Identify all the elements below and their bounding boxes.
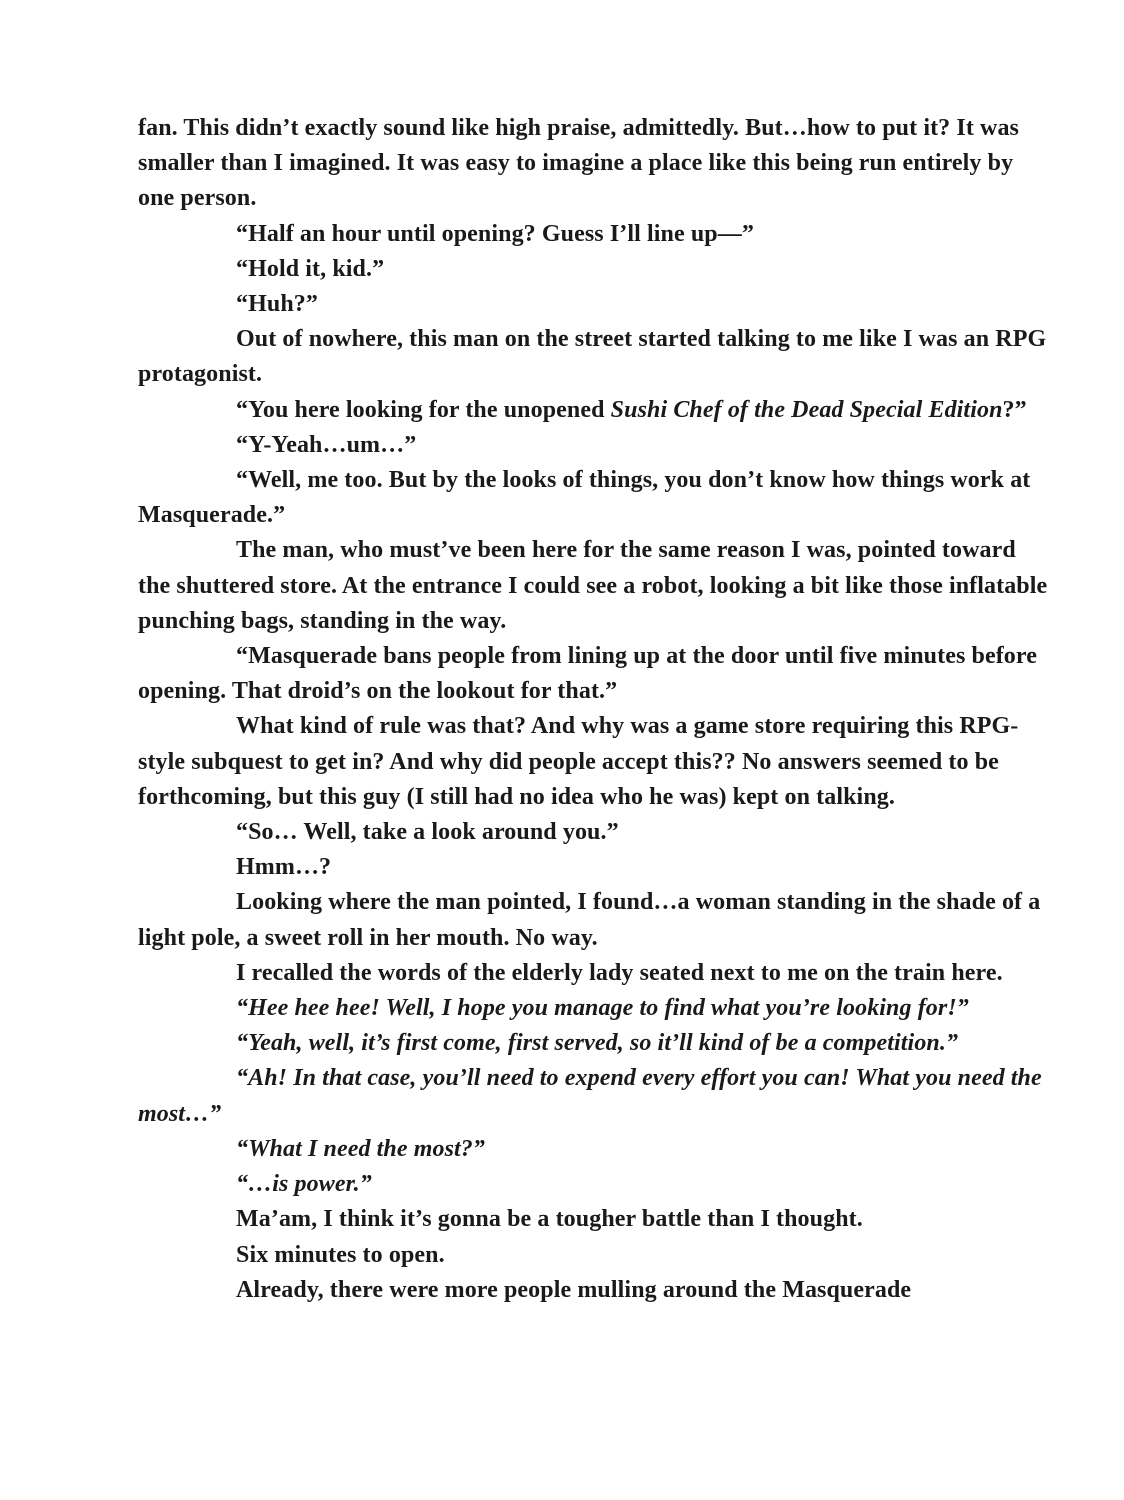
paragraph: [138, 428, 1048, 463]
paragraph: [138, 709, 1048, 815]
paragraph-text: “Hold it, kid.”: [236, 255, 385, 282]
paragraph: [138, 1167, 1048, 1202]
paragraph: [138, 463, 1048, 533]
paragraph: [138, 1026, 1048, 1061]
paragraph-text: “Huh?”: [236, 291, 318, 318]
paragraph: [138, 991, 1048, 1026]
paragraph-text: “Yeah, well, it’s first come, first served, so it’ll kind of be a competition.”: [236, 1030, 959, 1057]
paragraph: [138, 393, 1048, 428]
paragraph: [138, 639, 1048, 709]
paragraph-text: “Ah! In that case, you’ll need to expend every effort you can! What you need the most…”: [138, 1065, 1042, 1127]
paragraph: [138, 1273, 1048, 1308]
paragraph-text: “…is power.”: [236, 1171, 372, 1198]
paragraph-text: “Masquerade bans people from lining up at the door until five minutes before opening. That droid’s on the lookout for that.”: [138, 643, 1037, 705]
paragraph-text: The man, who must’ve been here for the same reason I was, pointed toward the shuttered store. At the entrance I could see a robot, looking a bit like those inflatable punching bags, standing in the way.: [138, 537, 1048, 634]
paragraph-text: Hmm…?: [236, 854, 332, 881]
paragraph-text: “Well, me too. But by the looks of things, you don’t know how things work at Masquerade.”: [138, 467, 1031, 529]
paragraph: [138, 111, 1048, 217]
paragraph-text: Looking where the man pointed, I found…a woman standing in the shade of a light pole, a sweet roll in her mouth. No way.: [138, 889, 1041, 951]
paragraph: [138, 322, 1048, 392]
paragraph-text: ?”: [1002, 396, 1027, 423]
paragraph: [138, 885, 1048, 955]
paragraph-text: “Hee hee hee! Well, I hope you manage to find what you’re looking for!”: [236, 995, 969, 1022]
italic-text: Sushi Chef of the Dead Special Edition: [610, 396, 1003, 423]
paragraph-text: What kind of rule was that? And why was a game store requiring this RPG-style subquest to get in? And why did people accept this?? No answers seemed to be forthcoming, but this guy (I still had no idea who he was) kept on talking.: [138, 713, 1019, 810]
paragraph: [138, 533, 1048, 639]
paragraph-text: Out of nowhere, this man on the street started talking to me like I was an RPG protagonist.: [138, 326, 1047, 388]
paragraph: [138, 217, 1048, 252]
paragraph-text: “So… Well, take a look around you.”: [236, 819, 619, 846]
paragraph: [138, 287, 1048, 322]
paragraph-text: Ma’am, I think it’s gonna be a tougher battle than I thought.: [236, 1206, 863, 1233]
paragraph: [138, 252, 1048, 287]
paragraph: [138, 815, 1048, 850]
paragraph-text: Already, there were more people mulling around the Masquerade: [236, 1276, 912, 1303]
paragraph-text: “You here looking for the unopened: [236, 396, 611, 423]
paragraph-text: “What I need the most?”: [236, 1135, 485, 1162]
document-page: [138, 111, 1048, 1308]
paragraph: [138, 956, 1048, 991]
paragraph: [138, 1202, 1048, 1237]
paragraph-text: “Y-Yeah…um…”: [236, 431, 417, 458]
paragraph-text: “Half an hour until opening? Guess I’ll line up—”: [236, 220, 754, 247]
paragraph-text: fan. This didn’t exactly sound like high praise, admittedly. But…how to put it? It was smaller than I imagined. It was easy to imagine a place like this being run entirely by one person.: [138, 115, 1019, 212]
paragraph: [138, 1238, 1048, 1273]
paragraph: [138, 1132, 1048, 1167]
paragraph-text: I recalled the words of the elderly lady seated next to me on the train here.: [236, 959, 1003, 986]
paragraph: [138, 850, 1048, 885]
paragraph: [138, 1061, 1048, 1131]
paragraph-text: Six minutes to open.: [236, 1241, 445, 1268]
